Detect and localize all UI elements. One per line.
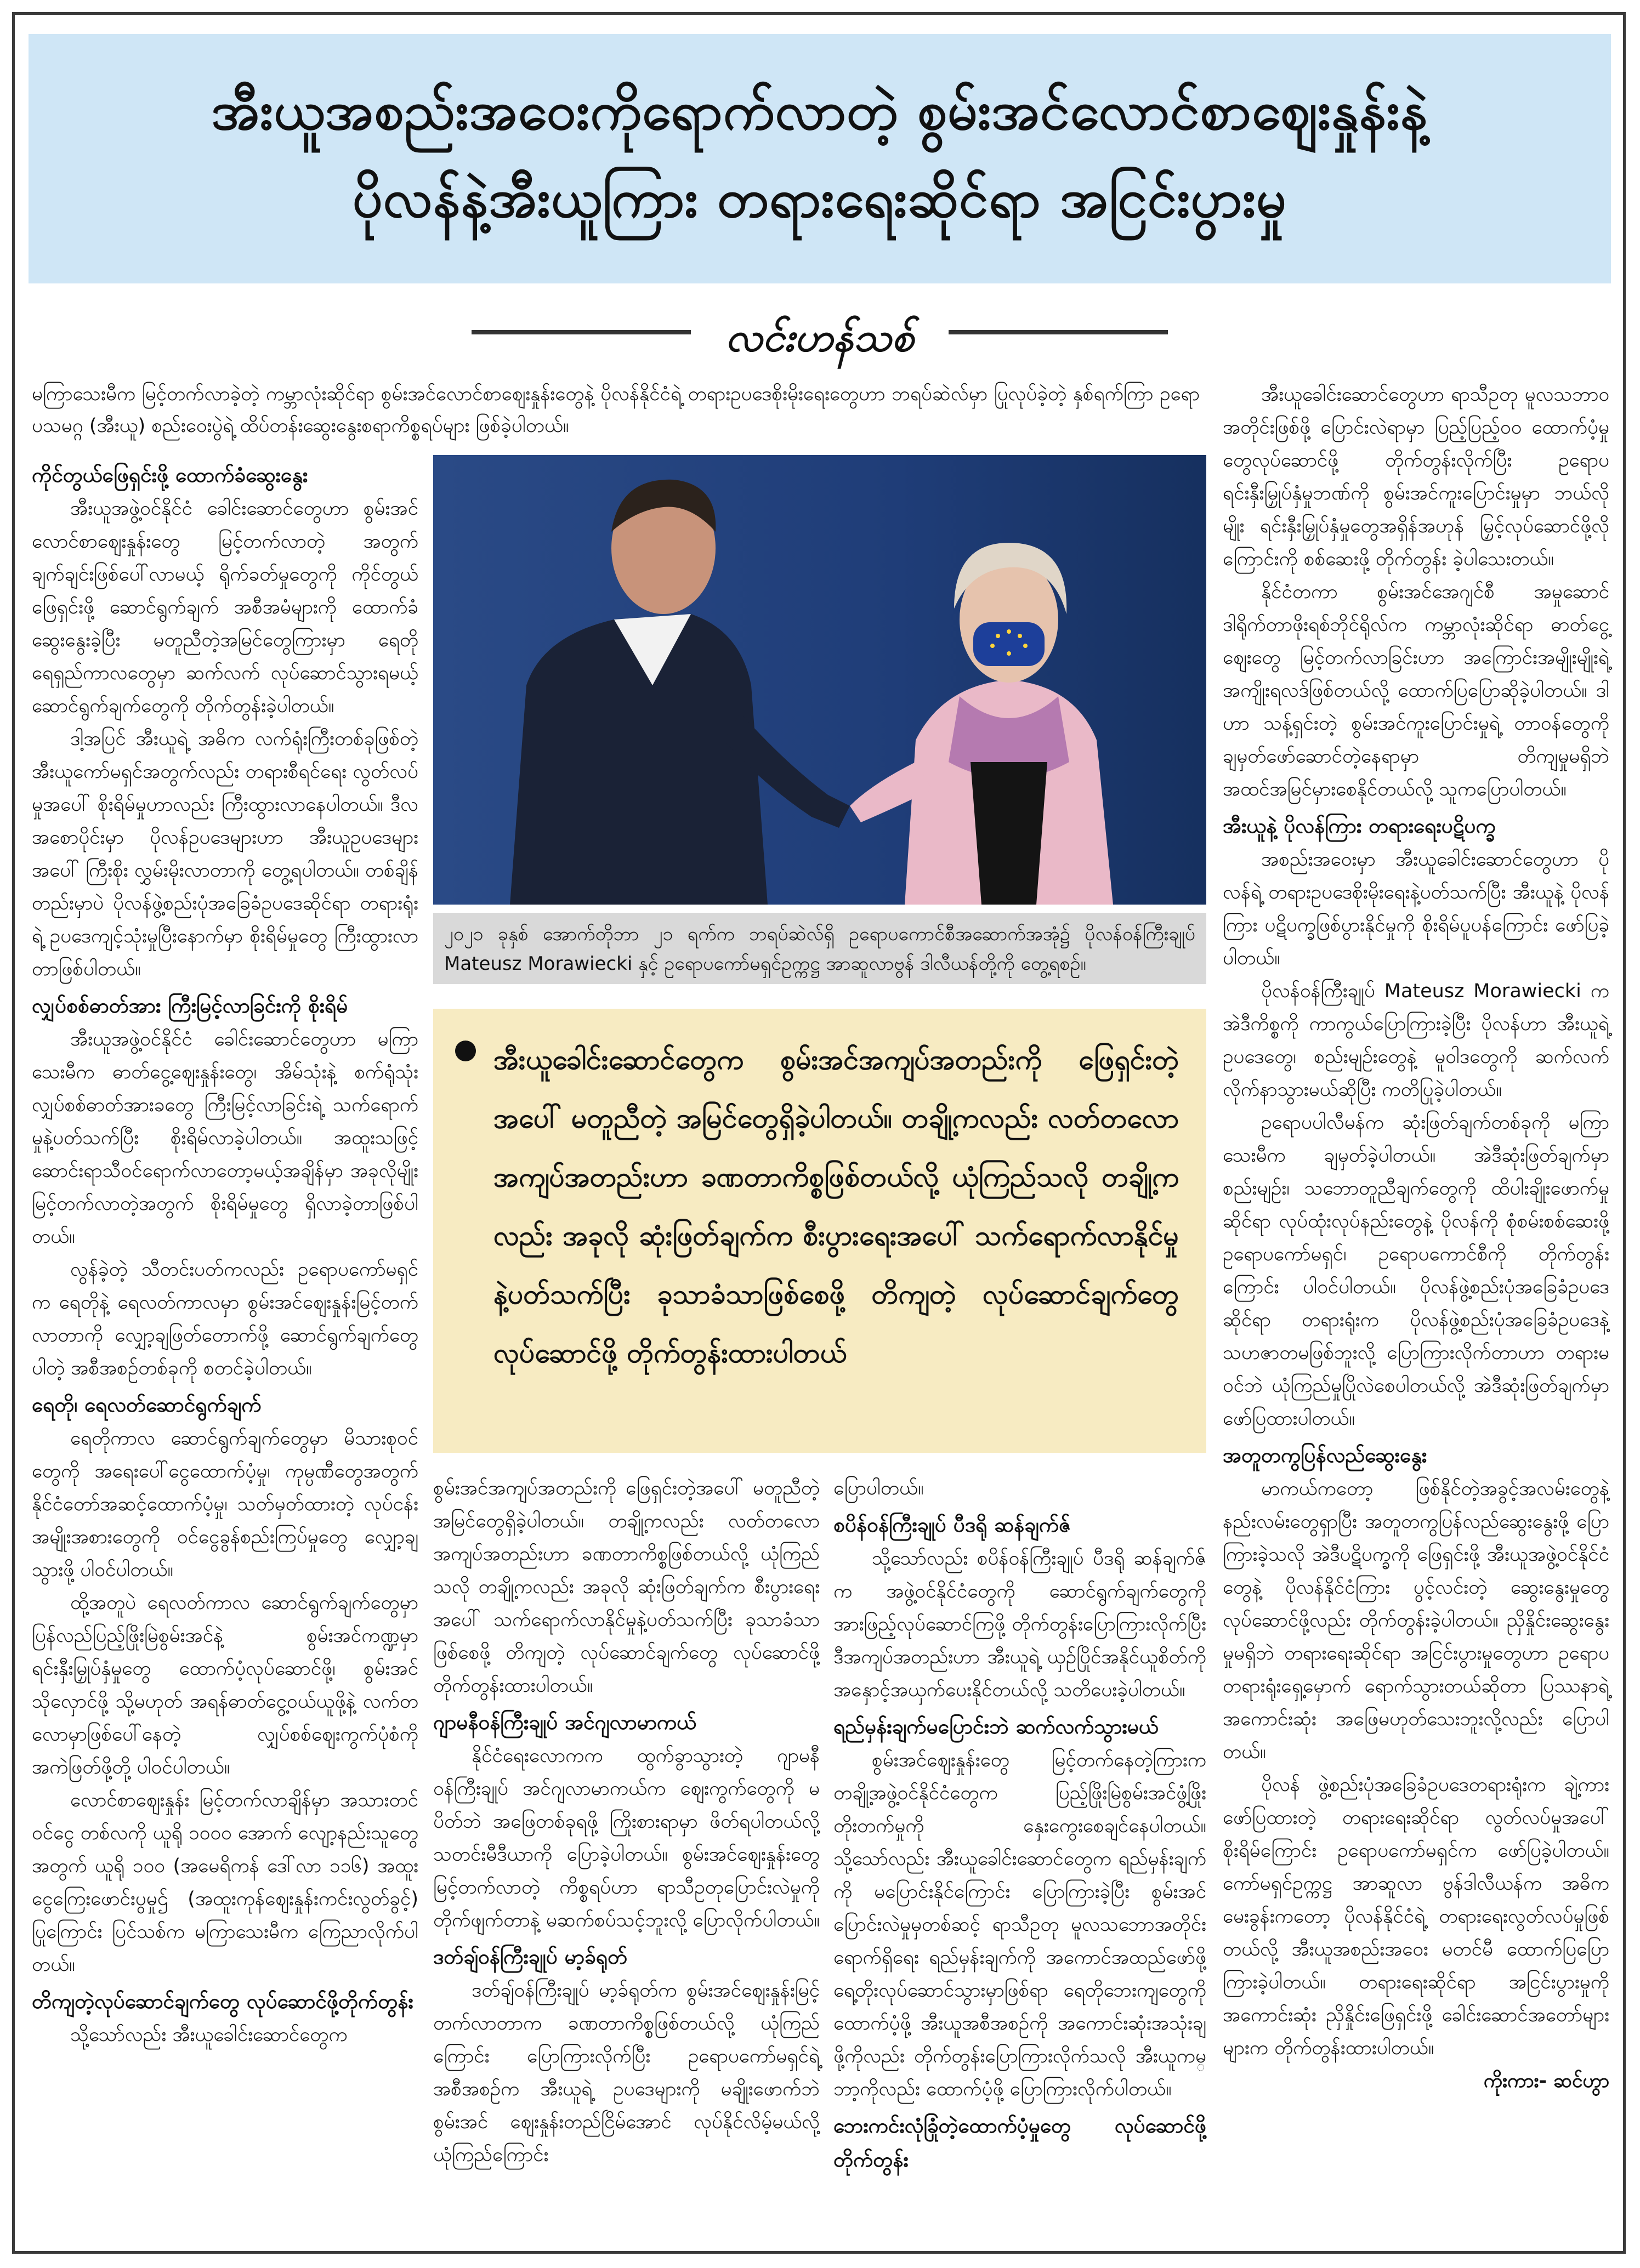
paragraph: လွန်ခဲ့တဲ့ သီတင်းပတ်ကလည်း ဥရောပကော်မရှင်က ရေတိုနဲ့ ရေလတ်ကာလမှာ စွမ်းအင်ဈေးနှုန်းမြင့်တက်လာတာကို လျှော့ချဖြတ်တောက်ဖို့ ဆောင်ရွက်ချက်တွေပါတဲ့ အစီအစဉ်တစ်ခုကို စတင်ခဲ့ပါတယ်။ (32, 1259, 418, 1379)
headline-line-1: အီးယူအစည်းအဝေးကိုရောက်လာတဲ့ စွမ်းအင်လောင်စာဈေးနှုန်းနဲ့ (211, 80, 1428, 141)
pull-quote-text: အီးယူခေါင်းဆောင်တွေက စွမ်းအင်အကျပ်အတည်းကို ဖြေရှင်းတဲ့အပေါ် မတူညီတဲ့ အမြင်တွေရှိခဲ့ပါတယ်။ တချို့ကလည်း လတ်တလောအကျပ်အတည်းဟာ ခဏတာကိစ္စဖြစ်တယ်လို့ ယုံကြည်သလို တချို့ကလည်း အခုလို ဆုံးဖြတ်ချက်က စီးပွားရေးအပေါ် သက်ရောက်လာနိုင်မှုနဲ့ပတ်သက်ပြီး ခုသာခံသာဖြစ်စေဖို့ တိကျတဲ့ လုပ်ဆောင်ချက်တွေလုပ်ဆောင်ဖို့ တိုက်တွန်းထားပါတယ် (493, 1044, 1179, 1369)
paragraph: ပိုလန်ဝန်ကြီးချုပ် Mateusz Morawiecki က အဲဒီကိစ္စကို ကာကွယ်ပြောကြားခဲ့ပြီး ပိုလန်ဟာ အီးယူရဲ့ ဥပဒေတွေ၊ စည်းမျဉ်းတွေနဲ့ မူဝါဒတွေကို ဆက်လက်လိုက်နာသွားမယ်ဆိုပြီး ကတိပြုခဲ့ပါတယ်။ (1223, 980, 1609, 1101)
paragraph: နိုင်ငံတကာ စွမ်းအင်အေဂျင်စီ အမှုဆောင် ဒါရိုက်တာဖိုးရစ်ဘိုင်ရိုလ်က ကမ္ဘာလုံးဆိုင်ရာ ဓာတ်ငွေ့ဈေးတွေ မြင့်တက်လာခြင်းဟာ အကြောင်းအမျိုးမျိုးရဲ့ အကျိုးရလဒ်ဖြစ်တယ်လို့ ထောက်ပြပြောဆိုခဲ့ပါတယ်။ ဒါဟာ သန့်ရှင်းတဲ့ စွမ်းအင်ကူးပြောင်းမှုရဲ့ တာဝန်တွေကို ချမှတ်ဖော်ဆောင်တဲ့နေရာမှာ တိကျမှုမရှိဘဲ အထင်အမြင်မှားစေနိုင်တယ်လို့ သူကပြောပါတယ်။ (1223, 581, 1609, 800)
paragraph: ပြောပါတယ်။ (833, 1477, 924, 1499)
paragraph: အီးယူခေါင်းဆောင်တွေဟာ ရာသီဥတု မူလသဘာဝအတိုင်းဖြစ်ဖို့ ပြောင်းလဲရာမှာ ပြည့်ပြည့်ဝဝ ထောက်ပံ့မှုတွေလုပ်ဆောင်ဖို့ တိုက်တွန်းလိုက်ပြီး ဥရောပရင်းနှီးမြှုပ်နှံမှုဘဏ်ကို စွမ်းအင်ကူးပြောင်းမှုမှာ ဘယ်လိုမျိုး ရင်းနှီးမြှုပ်နှံမှုတွေအရှိန်အဟုန် မြှင့်လုပ်ဆောင်ဖို့လိုကြောင်းကို စစ်ဆေးဖို့ တိုက်တွန်း ခဲ့ပါသေးတယ်။ (1223, 384, 1609, 570)
bullet-icon (455, 1041, 476, 1061)
paragraph: ပိုလန် ဖွဲ့စည်းပုံအခြေခံဥပဒေတရားရုံးက ချဲ့ကားဖော်ပြထားတဲ့ တရားရေးဆိုင်ရာ လွတ်လပ်မှုအပေါ် စိုးရိမ်ကြောင်း ဥရောပကော်မရှင်က ဖော်ပြခဲ့ပါတယ်။ ကော်မရှင်ဥက္ကဋ္ဌ အာဆူလာ ဗွန်ဒါလီယန်က အဓိက မေးခွန်းကတော့ ပိုလန်နိုင်ငံရဲ့ တရားရေးလွတ်လပ်မှုဖြစ်တယ်လို့ အီးယူအစည်းအဝေး မတင်မီ ထောက်ပြပြောကြားခဲ့ပါတယ်။ တရားရေးဆိုင်ရာ အငြင်းပွားမှုကို အကောင်းဆုံး ညှိနှိုင်းဖြေရှင်းဖို့ ခေါင်းဆောင်အတော်များများက တိုက်တွန်းထားပါတယ်။ (1223, 1774, 1609, 2059)
byline: လင်းဟန်သစ် (725, 314, 914, 360)
subheading: ဒတ်ချ်ဝန်ကြီးချုပ် မာ့ခ်ရုတ် (433, 1945, 628, 1969)
byline-block (472, 312, 1168, 367)
photo-caption: ၂၀၂၁ ခုနှစ် အောက်တိုဘာ ၂၁ ရက်က ဘရပ်ဆဲလ်ရှိ ဥရောပကောင်စီအဆောက်အအုံ၌ ပိုလန်ဝန်ကြီးချုပ် Mateusz Morawiecki နှင့် ဥရောပကော်မရှင်ဥက္ကဋ္ဌ အာဆူလာဗွန် ဒါလီယန်တို့ကို တွေ့ရစဉ်။ (433, 913, 1206, 984)
column-4 (1223, 378, 1609, 2098)
photo-illustration (433, 455, 1206, 905)
subheading: စပိန်ဝန်ကြီးချုပ် ပီဒရို ဆန်ချက်ဇ် (833, 1513, 1071, 1537)
pull-quote (433, 1009, 1206, 1453)
paragraph: စွမ်းအင်ဈေးနှုန်းတွေ မြင့်တက်နေတဲ့ကြားက တချို့အဖွဲ့ဝင်နိုင်ငံတွေက ပြည့်ဖြိုးမြဲစွမ်းအင်ဖွံ့ဖြိုး တိုးတက်မှုကို နှေးကွေးစေချင်နေပါတယ်။ သို့သော်လည်း အီးယူခေါင်းဆောင်တွေက ရည်မှန်းချက်ကို မပြောင်းနိုင်ကြောင်း ပြောကြားခဲ့ပြီး စွမ်းအင်ပြောင်းလဲမှုမှတစ်ဆင့် ရာသီဥတု မူလသဘောအတိုင်းရောက်ရှိရေး ရည်မှန်းချက်ကို အကောင်အထည်ဖော်ဖို့ ရေ့တိုးလုပ်ဆောင်သွားမှာဖြစ်ရာ ရေတိုဘေးကျတွေကို ထောက်ပံ့ဖို့ အီးယူအစီအစဉ်ကို အကောင်းဆုံးအသုံးချဖို့ကိုလည်း တိုက်တွန်းပြောကြားလိုက်သလို အီးယူကမ္ဘာ့ကိုလည်း ထောက်ပံ့ဖို့ ပြောကြားလိုက်ပါတယ်။ (833, 1749, 1206, 2100)
subheading: အီးယူနဲ့ ပိုလန်ကြား တရားရေးပဋိပက္ခ (1223, 814, 1496, 838)
column-2 (433, 1472, 820, 2172)
paragraph: အီးယူအဖွဲ့ဝင်နိုင်ငံ ခေါင်းဆောင်တွေဟာ စွမ်းအင်လောင်စာဈေးနှုန်းတွေ မြင့်တက်လာတဲ့ အတွက် ချက်ချင်းဖြစ်ပေါ်လာမယ့် ရိုက်ခတ်မှုတွေကို ကိုင်တွယ်ဖြေရှင်းဖို့ ဆောင်ရွက်ချက် အစီအမံများကို ထောက်ခံဆွေးနွေးခဲ့ပြီး မတူညီတဲ့အမြင်တွေကြားမှာ ရေတို ရေရှည်ကာလတွေမှာ ဆက်လက် လုပ်ဆောင်သွားရမယ့် ဆောင်ရွက်ချက်တွေကို တိုက်တွန်းခဲ့ပါတယ်။ (32, 498, 418, 717)
subheading: လျှပ်စစ်ဓာတ်အား ကြီးမြင့်လာခြင်းကို စိုးရိမ် (32, 994, 348, 1018)
news-photo (433, 455, 1206, 905)
headline-banner (29, 34, 1611, 283)
subheading: ကိုင်တွယ်ဖြေရှင်းဖို့ ထောက်ခံဆွေးနွေး (32, 463, 308, 487)
paragraph: ဥရောပပါလီမန်က ဆုံးဖြတ်ချက်တစ်ခုကို မကြာသေးမီက ချမှတ်ခဲ့ပါတယ်။ အဲဒီဆုံးဖြတ်ချက်မှာ စည်းမျဉ်း၊ သဘောတူညီချက်တွေကို ထိပါးချိုးဖောက်မှုဆိုင်ရာ လုပ်ထုံးလုပ်နည်းတွေနဲ့ ပိုလန်ကို စုံစမ်းစစ်ဆေးဖို့ ဥရောပကော်မရှင်၊ ဥရောပကောင်စီကို တိုက်တွန်းကြောင်း ပါဝင်ပါတယ်။ ပိုလန်ဖွဲ့စည်းပုံအခြေခံဥပဒေဆိုင်ရာ တရားရုံးက ပိုလန်ဖွဲ့စည်းပုံအခြေခံဥပဒေနဲ့ သဟဇာတမဖြစ်ဘူးလို့ ပြောကြားလိုက်တာဟာ တရားမဝင်ဘဲ ယုံကြည်မှုပြိုလဲစေပါတယ်လို့ အဲဒီဆုံးဖြတ်ချက်မှာ ဖော်ပြထားပါတယ်။ (1223, 1112, 1609, 1430)
paragraph: ဒတ်ချ်ဝန်ကြီးချုပ် မာ့ခ်ရုတ်က စွမ်းအင်ဈေးနှုန်းမြင့်တက်လာတာက ခဏတာကိစ္စဖြစ်တယ်လို့ ယုံကြည်ကြောင်း ပြောကြားလိုက်ပြီး ဥရောပကော်မရှင်ရဲ့ အစီအစဉ်က အီးယူရဲ့ ဥပဒေများကို မချိုးဖောက်ဘဲ စွမ်းအင် ဈေးနှုန်းတည်ငြိမ်အောင် လုပ်နိုင်လိမ့်မယ်လို့ ယုံကြည်ကြောင်း (433, 1980, 820, 2166)
byline-rule-right (949, 330, 1168, 334)
paragraph: စွမ်းအင်အကျပ်အတည်းကို ဖြေရှင်းတဲ့အပေါ် မတူညီတဲ့ အမြင်တွေရှိခဲ့ပါတယ်။ တချို့ကလည်း လတ်တလောအကျပ်အတည်းဟာ ခဏတာကိစ္စဖြစ်တယ်လို့ ယုံကြည်သလို တချို့ကလည်း အခုလို ဆုံးဖြတ်ချက်က စီးပွားရေးအပေါ် သက်ရောက်လာနိုင်မှုနဲ့ပတ်သက်ပြီး ခုသာခံသာဖြစ်စေဖို့ တိကျတဲ့ လုပ်ဆောင်ချက်တွေ လုပ်ဆောင်ဖို့ တိုက်တွန်းထားပါတယ်။ (433, 1477, 820, 1697)
headline-line-2: ပိုလန်နဲ့အီးယူကြား တရားရေးဆိုင်ရာ အငြင်းပွားမှု (353, 168, 1287, 229)
paragraph: အစည်းအဝေးမှာ အီးယူခေါင်းဆောင်တွေဟာ ပိုလန်ရဲ့ တရားဥပဒေစိုးမိုးရေးနဲ့ပတ်သက်ပြီး အီးယူနဲ့ ပိုလန်ကြား ပဋိပက္ခဖြစ်ပွားနိုင်မှုကို စိုးရိမ်ပူပန်ကြောင်း ဖော်ပြခဲ့ပါတယ်။ (1223, 849, 1609, 969)
subheading: ရေတို၊ ရေလတ်ဆောင်ရွက်ချက် (32, 1393, 262, 1417)
source-credit: ကိုးကား- ဆင်ဟွာ (1483, 2070, 1609, 2092)
column-3 (833, 1472, 1206, 2177)
byline-rule-left (472, 330, 691, 334)
paragraph: သို့သော်လည်း စပိန်ဝန်ကြီးချုပ် ပီဒရို ဆန်ချက်ဇ်က အဖွဲ့ဝင်နိုင်ငံတွေကို ဆောင်ရွက်ချက်တွေကို အားဖြည့်လုပ်ဆောင်ကြဖို့ တိုက်တွန်းပြောကြားလိုက်ပြီး ဒီအကျပ်အတည်းဟာ အီးယူရဲ့ ယှဉ်ပြိုင်အနိုင်ယူစိတ်ကို အနှောင့်အယှက်ပေးနိုင်တယ်လို့ သတိပေးခဲ့ပါတယ်။ (833, 1548, 1206, 1701)
paragraph: နိုင်ငံရေးလောကက ထွက်ခွာသွားတဲ့ ဂျာမနီဝန်ကြီးချုပ် အင်ဂျလာမာကယ်က ဈေးကွက်တွေကို မပိတ်ဘဲ အဖြေတစ်ခုရဖို့ ကြိုးစားရာမှာ ဖိတ်ရပါတယ်လို့ သတင်းမီဒီယာကို ပြောခဲ့ပါတယ်။ စွမ်းအင်ဈေးနှုန်းတွေ မြင့်တက်လာတဲ့ ကိစ္စရပ်ဟာ ရာသီဥတုပြောင်းလဲမှုကို တိုက်ဖျက်တာနဲ့ မဆက်စပ်သင့်ဘူးလို့ ပြောလိုက်ပါတယ်။ (433, 1745, 820, 1931)
subheading: တိကျတဲ့လုပ်ဆောင်ချက်တွေ လုပ်ဆောင်ဖို့တိုက်တွန်း (32, 1990, 413, 2013)
paragraph: လောင်စာဈေးနှုန်း မြင့်တက်လာချိန်မှာ အသားတင်ဝင်ငွေ တစ်လကို ယူရို ၁၀၀၀ အောက် လျော့နည်းသူတွေအတွက် ယူရို ၁၀၀ (အမေရိကန် ဒေါ်လာ ၁၁၆) အထူးငွေကြေးဖောင်းပွမှုဌ် (အထူးကုန်ဈေးနှုန်းကင်းလွတ်ခွင့်) ပြုကြောင်း ပြင်သစ်က မကြာသေးမီက ကြေညာလိုက်ပါတယ်။ (32, 1789, 418, 1976)
lead-paragraph: မကြာသေးမီက မြင့်တက်လာခဲ့တဲ့ ကမ္ဘာလုံးဆိုင်ရာ စွမ်းအင်လောင်စာဈေးနှုန်းတွေနဲ့ ပိုလန်နိုင်ငံရဲ့ တရားဥပဒေစိုးမိုးရေးတွေဟာ ဘရပ်ဆဲလ်မှာ ပြုလုပ်ခဲ့တဲ့ နှစ်ရက်ကြာ ဥရောပသမဂ္ဂ (အီးယူ) စည်းဝေးပွဲရဲ့ ထိပ်တန်းဆွေးနွေးစရာကိစ္စရပ်များ ဖြစ်ခဲ့ပါတယ်။ (32, 383, 1200, 437)
paragraph: အီးယူအဖွဲ့ဝင်နိုင်ငံ ခေါင်းဆောင်တွေဟာ မကြာသေးမီက ဓာတ်ငွေ့ဈေးနှုန်းတွေ၊ အိမ်သုံးနဲ့ စက်ရုံသုံး လျှပ်စစ်ဓာတ်အားခတွေ ကြီးမြင့်လာခြင်းရဲ့ သက်ရောက်မှုနဲ့ပတ်သက်ပြီး စိုးရိမ်လာခဲ့ပါတယ်။ အထူးသဖြင့် ဆောင်းရာသီဝင်ရောက်လာတော့မယ့်အချိန်မှာ အခုလိုမျိုး မြင့်တက်လာတဲ့အတွက် စိုးရိမ်မှုတွေ ရှိလာခဲ့တာဖြစ်ပါတယ်။ (32, 1028, 418, 1248)
subheading: ဘေးကင်းလုံခြုံတဲ့ထောက်ပံ့မှုတွေ လုပ်ဆောင်ဖို့တိုက်တွန်း (833, 2114, 1206, 2172)
subheading: ရည်မှန်းချက်မပြောင်းဘဲ ဆက်လက်သွားမယ် (833, 1715, 1159, 1738)
column-1 (32, 455, 418, 2051)
subheading: ဂျာမနီဝန်ကြီးချုပ် အင်ဂျလာမာကယ် (433, 1710, 697, 1734)
subheading: အတူတကွပြန်လည်ဆွေးနွေး (1223, 1443, 1427, 1467)
paragraph: မာကယ်ကတော့ ဖြစ်နိုင်တဲ့အခွင့်အလမ်းတွေနဲ့ နည်းလမ်းတွေရှာပြီး အတူတကွပြန်လည်ဆွေးနွေးဖို့ ပြောကြားခဲ့သလို အဲဒီပဋိပက္ခကို ဖြေရှင်းဖို့ အီးယူအဖွဲ့ဝင်နိုင်ငံတွေနဲ့ ပိုလန်နိုင်ငံကြား ပွင့်လင်းတဲ့ ဆွေးနွေးမှုတွေ လုပ်ဆောင်ဖို့လည်း တိုက်တွန်းခဲ့ပါတယ်။ ညှိနှိုင်းဆွေးနွေးမှုမရှိဘဲ တရားရေးဆိုင်ရာ အငြင်းပွားမှုတွေဟာ ဥရောပတရားရုံးရှေ့မှောက် ရောက်သွားတယ်ဆိုတာ ပြဿနာရဲ့ အကောင်းဆုံး အဖြေမဟုတ်သေးဘူးလို့လည်း ပြောပါတယ်။ (1223, 1478, 1609, 1763)
paragraph: ရေတိုကာလ ဆောင်ရွက်ချက်တွေမှာ မိသားစုဝင်တွေကို အရေးပေါ်ငွေထောက်ပံ့မှု၊ ကုမ္ပဏီတွေအတွက် နိုင်ငံတော်အဆင့်ထောက်ပံ့မှု၊ သတ်မှတ်ထားတဲ့ လုပ်ငန်းအမျိုးအစားတွေကို ဝင်ငွေခွန်စည်းကြပ်မှုတွေ လျှော့ချသွားဖို့ ပါဝင်ပါတယ်။ (32, 1428, 418, 1581)
paragraph: ထို့အတူပဲ ရေလတ်ကာလ ဆောင်ရွက်ချက်တွေမှာ ပြန်လည်ပြည့်ဖြိုးမြဲစွမ်းအင်နဲ့ စွမ်းအင်ကဏ္ဍမှာ ရင်းနှီးမြှုပ်နှံမှုတွေ ထောက်ပံ့လုပ်ဆောင်ဖို့၊ စွမ်းအင်သိုလှောင်ဖို့ သို့မဟုတ် အရန်ဓာတ်ငွေ့ဝယ်ယူဖို့နဲ့ လက်တလောမှာဖြစ်ပေါ်နေတဲ့ လျှပ်စစ်ဈေးကွက်ပုံစံကို အကဲဖြတ်ဖို့တို့ ပါဝင်ပါတယ်။ (32, 1592, 418, 1778)
paragraph: သို့သော်လည်း အီးယူခေါင်းဆောင်တွေက (70, 2024, 348, 2046)
paragraph: ဒါ့အပြင် အီးယူရဲ့ အဓိက လက်ရုံးကြီးတစ်ခုဖြစ်တဲ့ အီးယူကော်မရှင်အတွက်လည်း တရားစီရင်ရေး လွတ်လပ်မှုအပေါ် စိုးရိမ်မှုဟာလည်း ကြီးထွားလာနေပါတယ်။ ဒီလအစောပိုင်းမှာ ပိုလန်ဥပဒေများဟာ အီးယူဥပဒေများအပေါ် ကြီးစိုး လွှမ်းမိုးလာတာကို တွေ့ရပါတယ်။ တစ်ချိန်တည်းမှာပဲ ပိုလန်ဖွဲ့စည်းပုံအခြေခံဥပဒေဆိုင်ရာ တရားရုံးရဲ့ ဥပဒေကျင့်သုံးမှုပြီးနောက်မှာ စိုးရိမ်မှုတွေ ကြီးထွားလာတာဖြစ်ပါတယ်။ (32, 728, 418, 980)
